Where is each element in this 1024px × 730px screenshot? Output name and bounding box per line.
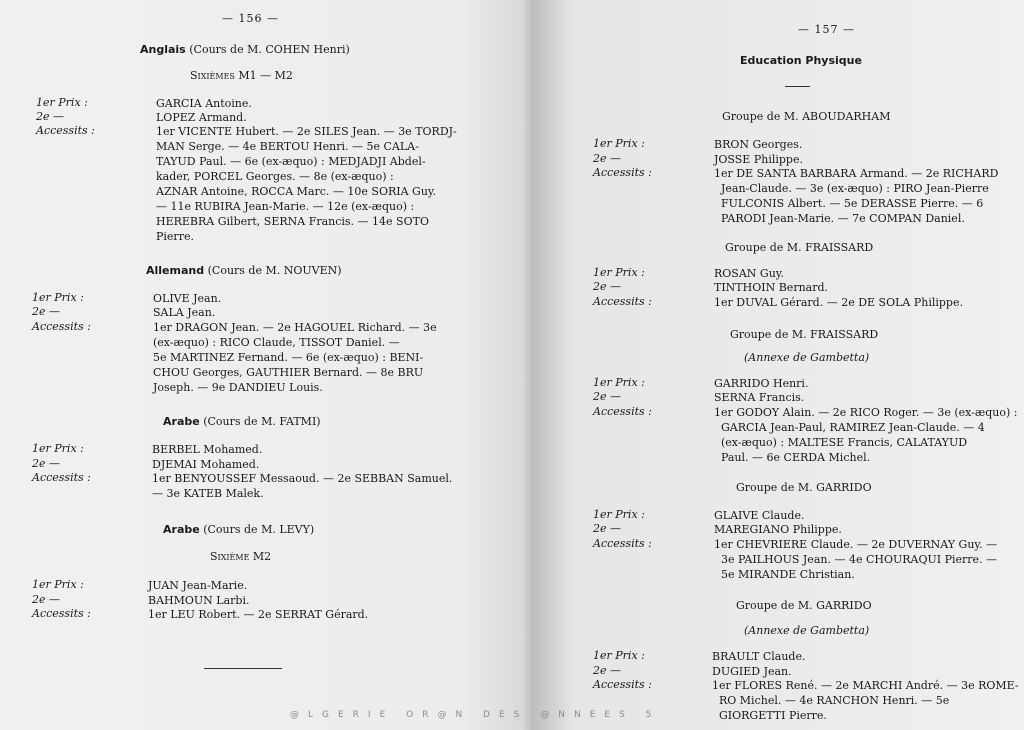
page-number: — 157 — bbox=[798, 23, 855, 36]
page-157 bbox=[540, 0, 1024, 730]
first-prize-label: 1er Prix : bbox=[593, 137, 645, 150]
first-prize: BRAULT Claude. bbox=[712, 650, 806, 663]
first-prize-label: 1er Prix : bbox=[32, 291, 84, 304]
accessits-label: Accessits : bbox=[36, 124, 95, 137]
section-header bbox=[140, 43, 350, 56]
accessits-label: Accessits : bbox=[32, 320, 91, 333]
annex-note: (Annexe de Gambetta) bbox=[744, 351, 870, 364]
group-heading: Groupe de M. GARRIDO bbox=[736, 599, 872, 612]
accessits-list: 1er LEU Robert. — 2e SERRAT Gérard. bbox=[148, 608, 369, 621]
accessits-label: Accessits : bbox=[593, 166, 652, 179]
second-prize: DUGIED Jean. bbox=[712, 665, 792, 678]
second-prize: DJEMAI Mohamed. bbox=[152, 458, 260, 471]
class-heading: Sixième M2 bbox=[210, 550, 272, 563]
title-rule bbox=[785, 86, 810, 87]
teacher: (Cours de M. COHEN Henri) bbox=[189, 43, 350, 56]
group-heading: Groupe de M. GARRIDO bbox=[736, 481, 872, 494]
accessits-label: Accessits : bbox=[32, 607, 91, 620]
accessits-list: 1er DE SANTA BARBARA Armand. — 2e RICHARD Jean-Claude. — 3e (ex-æquo) : PIRO Jean-Pierre FULCONIS Albert. — 5e DERASSE Pierre. — 6 PARODI Jean-Marie. — 7e COMPAN Daniel. bbox=[714, 167, 999, 225]
accessits-list: 1er FLORES René. — 2e MARCHI André. — 3e ROME- RO Michel. — 4e RANCHON Henri. — 5e GIORGETTI Pierre. bbox=[712, 679, 1019, 722]
first-prize: GLAIVE Claude. bbox=[714, 509, 805, 522]
watermark: @LGERIE OR@N DES @NNEES 5 bbox=[290, 710, 661, 720]
group-heading: Groupe de M. FRAISSARD bbox=[725, 241, 874, 254]
accessits-list: 1er BENYOUSSEF Messaoud. — 2e SEBBAN Samuel. — 3e KATEB Malek. bbox=[152, 472, 453, 500]
group-heading: Groupe de M. ABOUDARHAM bbox=[722, 110, 891, 123]
subject: Anglais bbox=[140, 43, 186, 56]
first-prize-label: 1er Prix : bbox=[32, 578, 84, 591]
second-prize: SALA Jean. bbox=[153, 306, 216, 319]
accessits-label: Accessits : bbox=[593, 295, 652, 308]
accessits-list: 1er DUVAL Gérard. — 2e DE SOLA Philippe. bbox=[714, 296, 963, 309]
second-prize-label: 2e — bbox=[36, 110, 65, 123]
second-prize-label: 2e — bbox=[32, 305, 61, 318]
page-number: — 156 — bbox=[222, 12, 279, 25]
first-prize-label: 1er Prix : bbox=[36, 96, 88, 109]
first-prize: OLIVE Jean. bbox=[153, 292, 222, 305]
first-prize-label: 1er Prix : bbox=[593, 508, 645, 521]
closing-rule bbox=[204, 668, 282, 669]
first-prize-label: 1er Prix : bbox=[32, 442, 84, 455]
second-prize: BAHMOUN Larbi. bbox=[148, 594, 250, 607]
subject: Allemand bbox=[146, 264, 205, 277]
accessits-list: 1er GODOY Alain. — 2e RICO Roger. — 3e (ex-æquo) : GARCIA Jean-Paul, RAMIREZ Jean-Claude. — 4 (ex-æquo) : MALTESE Francis, CALATAYUD Paul. — 6e CERDA Michel. bbox=[714, 406, 1018, 464]
second-prize: LOPEZ Armand. bbox=[156, 111, 247, 124]
second-prize: SERNA Francis. bbox=[714, 391, 805, 404]
second-prize-label: 2e — bbox=[32, 457, 61, 470]
second-prize: TINTHOIN Bernard. bbox=[714, 281, 829, 294]
accessits-label: Accessits : bbox=[593, 405, 652, 418]
section-header bbox=[163, 523, 314, 536]
class-heading: Sixièmes M1 — M2 bbox=[190, 69, 293, 82]
accessits-label: Accessits : bbox=[593, 678, 652, 691]
second-prize-label: 2e — bbox=[593, 280, 622, 293]
accessits-label: Accessits : bbox=[32, 471, 91, 484]
first-prize-label: 1er Prix : bbox=[593, 649, 645, 662]
second-prize-label: 2e — bbox=[593, 390, 622, 403]
first-prize: BERBEL Mohamed. bbox=[152, 443, 263, 456]
teacher: (Cours de M. NOUVEN) bbox=[207, 264, 342, 277]
second-prize: JOSSE Philippe. bbox=[714, 153, 803, 166]
first-prize: JUAN Jean-Marie. bbox=[148, 579, 248, 592]
second-prize: MAREGIANO Philippe. bbox=[714, 523, 842, 536]
subject: Arabe bbox=[163, 415, 200, 428]
teacher: (Cours de M. FATMI) bbox=[203, 415, 321, 428]
first-prize: GARRIDO Henri. bbox=[714, 377, 809, 390]
second-prize-label: 2e — bbox=[32, 593, 61, 606]
teacher: (Cours de M. LEVY) bbox=[203, 523, 315, 536]
accessits-list: 1er CHEVRIERE Claude. — 2e DUVERNAY Guy. — 3e PAILHOUS Jean. — 4e CHOURAQUI Pierre. — 5e MIRANDE Christian. bbox=[714, 538, 998, 581]
first-prize-label: 1er Prix : bbox=[593, 266, 645, 279]
page-title: Education Physique bbox=[740, 54, 862, 67]
first-prize: BRON Georges. bbox=[714, 138, 803, 151]
second-prize-label: 2e — bbox=[593, 522, 622, 535]
accessits-list: 1er VICENTE Hubert. — 2e SILES Jean. — 3e TORDJ- MAN Serge. — 4e BERTOU Henri. — 5e CALA- TAYUD Paul. — 6e (ex-æquo) : MEDJADJI Abdel- kader, PORCEL Georges. — 8e (ex-æquo) : AZNAR Antoine, ROCCA Marc. — 10e SORIA Guy. — 11e RUBIRA Jean-Marie. — 12e (ex-æquo) : HEREBRA Gilbert, SERNA Francis. — 14e SOTO Pierre. bbox=[156, 125, 457, 243]
section-header bbox=[163, 415, 321, 428]
section-header bbox=[146, 264, 342, 277]
first-prize-label: 1er Prix : bbox=[593, 376, 645, 389]
first-prize: ROSAN Guy. bbox=[714, 267, 785, 280]
accessits-list: 1er DRAGON Jean. — 2e HAGOUEL Richard. — 3e (ex-æquo) : RICO Claude, TISSOT Daniel. — 5e MARTINEZ Fernand. — 6e (ex-æquo) : BENI- CHOU Georges, GAUTHIER Bernard. — 8e BRU Joseph. — 9e DANDIEU Louis. bbox=[153, 321, 437, 394]
second-prize-label: 2e — bbox=[593, 664, 622, 677]
subject: Arabe bbox=[163, 523, 200, 536]
accessits-label: Accessits : bbox=[593, 537, 652, 550]
first-prize: GARCIA Antoine. bbox=[156, 97, 252, 110]
group-heading: Groupe de M. FRAISSARD bbox=[730, 328, 879, 341]
annex-note: (Annexe de Gambetta) bbox=[744, 624, 870, 637]
second-prize-label: 2e — bbox=[593, 152, 622, 165]
